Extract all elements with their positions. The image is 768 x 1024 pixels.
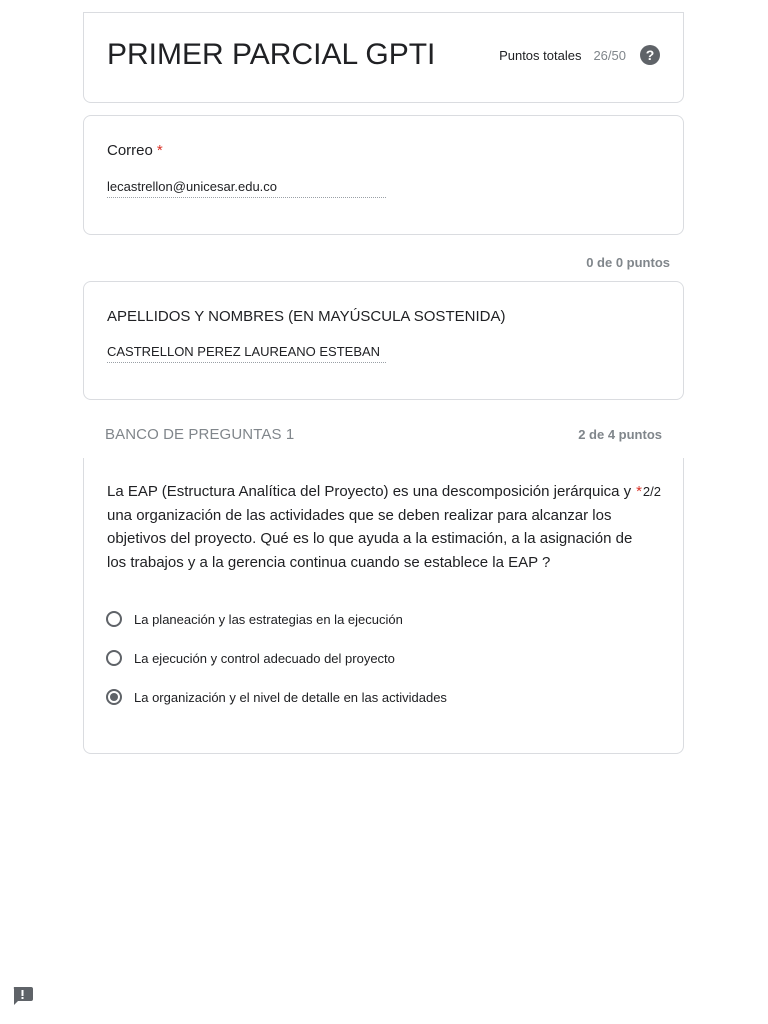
total-score	[499, 45, 660, 65]
email-question-card	[83, 115, 684, 235]
option-1[interactable]	[106, 611, 403, 627]
question-score	[636, 483, 661, 500]
question-text-body: La EAP (Estructura Analítica del Proyecto) es una descomposición jerárquica y una organización de las actividades que se deben realizar para alcanzar los objetivos del proyecto. Qué es lo que ayuda a la estimación, a la asignación de los trabajos y a la gerencia continua cuando se establece la EAP ?	[107, 483, 633, 571]
question-required-asterisk: *	[636, 483, 642, 500]
email-label-text: Correo	[107, 142, 153, 159]
question-text	[107, 480, 637, 574]
option-label: La ejecución y control adecuado del proyecto	[134, 650, 395, 666]
total-score-label: Puntos totales	[499, 47, 582, 63]
name-question-points: 0 de 0 puntos	[586, 255, 670, 270]
name-answer: CASTRELLON PEREZ LAUREANO ESTEBAN	[107, 344, 386, 363]
form-header-card	[83, 12, 684, 103]
radio-checked-icon[interactable]	[106, 689, 122, 705]
total-score-value: 26/50	[593, 47, 626, 63]
section-title: BANCO DE PREGUNTAS 1	[105, 426, 295, 443]
option-2[interactable]	[106, 650, 395, 666]
email-answer: lecastrellon@unicesar.edu.co	[107, 179, 386, 198]
option-label: La organización y el nivel de detalle en las actividades	[134, 689, 447, 705]
help-icon[interactable]: ?	[640, 45, 660, 65]
required-asterisk: *	[156, 142, 163, 159]
question-card	[83, 458, 684, 754]
radio-unchecked-icon[interactable]	[106, 611, 122, 627]
feedback-icon[interactable]	[12, 987, 33, 1005]
form-title: PRIMER PARCIAL GPTI	[107, 38, 436, 71]
name-question-card	[83, 281, 684, 400]
section-points: 2 de 4 puntos	[578, 427, 662, 442]
name-question-label: APELLIDOS Y NOMBRES (EN MAYÚSCULA SOSTENIDA)	[107, 308, 506, 325]
email-question-label	[107, 142, 163, 159]
question-score-value: 2/2	[642, 484, 661, 499]
option-3[interactable]	[106, 689, 447, 705]
option-label: La planeación y las estrategias en la ejecución	[134, 611, 403, 627]
radio-unchecked-icon[interactable]	[106, 650, 122, 666]
